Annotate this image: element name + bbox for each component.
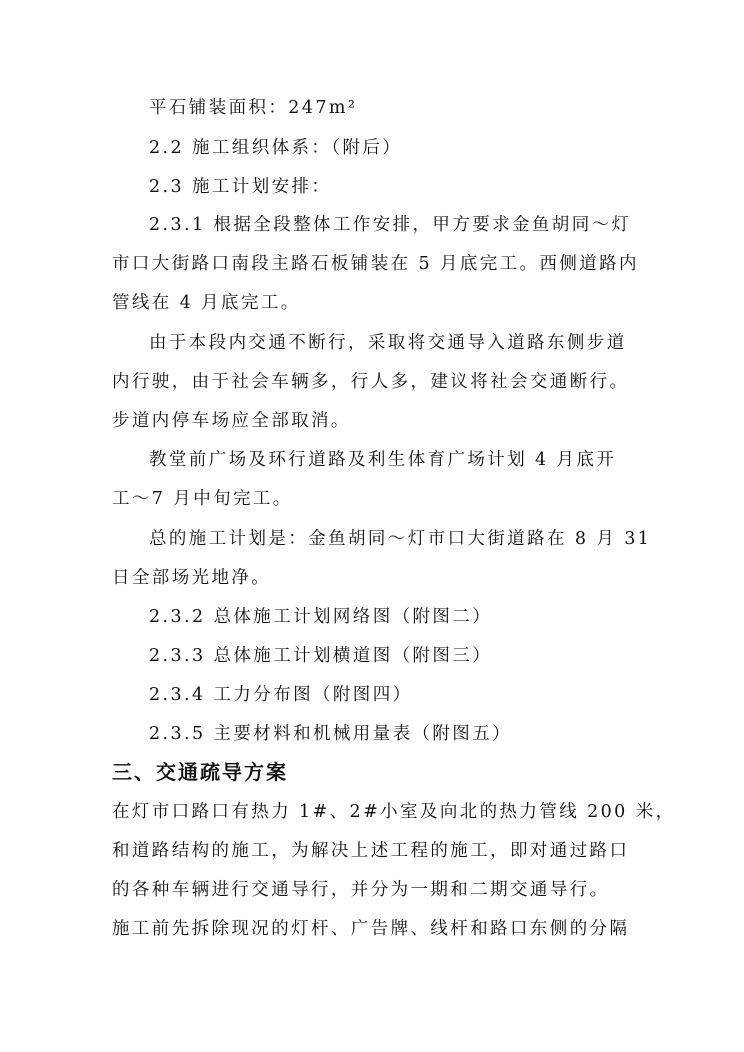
paragraph-line: 步道内停车场应全部取消。 (112, 411, 351, 431)
paragraph-line: 工～7 月中旬完工。 (112, 489, 293, 509)
paragraph-line: 在灯市口路口有热力 1#、2#小室及向北的热力管线 200 米， (112, 802, 676, 822)
paragraph-line: 由于本段内交通不断行，采取将交通导入道路东侧步道 (149, 333, 627, 353)
paragraph-line: 内行驶，由于社会车辆多，行人多，建议将社会交通断行。 (112, 372, 630, 392)
paragraph-line: 管线在 4 月底完工。 (112, 293, 301, 313)
paragraph-line: 总的施工计划是：金鱼胡同～灯市口大街道路在 8 月 31 (149, 529, 652, 549)
paragraph-line: 2.2 施工组织体系：（附后） (149, 138, 403, 158)
paragraph-line: 教堂前广场及环行道路及利生体育广场计划 4 月底开 (149, 450, 617, 470)
paragraph-line: 日全部场光地净。 (112, 568, 272, 588)
section-heading: 三、交通疏导方案 (112, 760, 288, 784)
paragraph-line: 施工前先拆除现况的灯杆、广告牌、线杆和路口东侧的分隔 (112, 919, 630, 939)
paragraph-line: 2.3.5 主要材料和机械用量表（附图五） (149, 724, 512, 744)
paragraph-line: 的各种车辆进行交通导行，并分为一期和二期交通导行。 (112, 880, 610, 900)
paragraph-line: 2.3.4 工力分布图（附图四） (149, 685, 413, 705)
paragraph-line: 2.3.1 根据全段整体工作安排，甲方要求金鱼胡同～灯 (149, 215, 632, 235)
paragraph-line: 2.3.3 总体施工计划横道图（附图三） (149, 646, 493, 666)
paragraph-line: 和道路结构的施工，为解决上述工程的施工，即对通过路口 (112, 841, 630, 861)
paragraph-line: 平石铺装面积：247m² (149, 98, 358, 118)
paragraph-line: 2.3.2 总体施工计划网络图（附图二） (149, 607, 493, 627)
paragraph-line: 2.3 施工计划安排： (149, 177, 332, 197)
paragraph-line: 市口大街路口南段主路石板铺装在 5 月底完工。西侧道路内 (112, 254, 639, 274)
